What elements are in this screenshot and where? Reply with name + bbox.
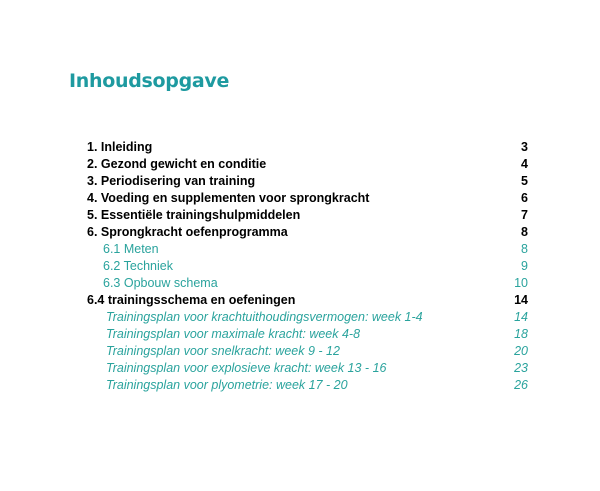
toc-entry[interactable] xyxy=(87,207,528,224)
toc-plan-entry-label: Trainingsplan voor explosieve kracht: week 13 - 16 xyxy=(106,361,387,375)
page-title: Inhoudsopgave xyxy=(69,70,230,92)
toc-entry-page-number: 3 xyxy=(521,140,528,154)
table-of-contents xyxy=(87,139,528,394)
toc-entry-page-number: 14 xyxy=(514,293,528,307)
toc-subentry-label: 6.2 Techniek xyxy=(103,259,173,273)
toc-entry-label: 6. Sprongkracht oefenprogramma xyxy=(87,225,288,239)
toc-entry-page-number: 8 xyxy=(521,225,528,239)
toc-plan-entry[interactable] xyxy=(87,309,528,326)
toc-plan-entry-page-number: 18 xyxy=(514,327,528,341)
toc-entry[interactable] xyxy=(87,224,528,241)
toc-entry-label: 2. Gezond gewicht en conditie xyxy=(87,157,267,171)
toc-subentry[interactable] xyxy=(87,241,528,258)
toc-entry[interactable] xyxy=(87,139,528,156)
toc-plan-entry-page-number: 23 xyxy=(514,361,528,375)
toc-plan-entry-label: Trainingsplan voor krachtuithoudingsvermogen: week 1-4 xyxy=(106,310,423,324)
toc-entry-page-number: 7 xyxy=(521,208,528,222)
toc-plan-entry-page-number: 20 xyxy=(514,344,528,358)
toc-plan-entry-label: Trainingsplan voor snelkracht: week 9 - 12 xyxy=(106,344,340,358)
toc-plan-entry-page-number: 26 xyxy=(514,378,528,392)
toc-entry[interactable] xyxy=(87,156,528,173)
toc-entry-label: 1. Inleiding xyxy=(87,140,153,154)
toc-plan-entry[interactable] xyxy=(87,343,528,360)
toc-entry[interactable] xyxy=(87,190,528,207)
toc-plan-entry-label: Trainingsplan voor plyometrie: week 17 - 20 xyxy=(106,378,348,392)
toc-entry-label: 5. Essentiële trainingshulpmiddelen xyxy=(87,208,301,222)
toc-subentry-page-number: 8 xyxy=(521,242,528,256)
toc-subentry-label: 6.1 Meten xyxy=(103,242,159,256)
toc-entry-label: 3. Periodisering van training xyxy=(87,174,256,188)
toc-subentry[interactable] xyxy=(87,258,528,275)
toc-entry-page-number: 5 xyxy=(521,174,528,188)
toc-entry-label: 6.4 trainingsschema en oefeningen xyxy=(87,293,296,307)
toc-entry[interactable] xyxy=(87,173,528,190)
toc-subentry[interactable] xyxy=(87,275,528,292)
toc-plan-entry-page-number: 14 xyxy=(514,310,528,324)
toc-subentry-page-number: 10 xyxy=(514,276,528,290)
toc-plan-entry[interactable] xyxy=(87,377,528,394)
toc-entry-page-number: 6 xyxy=(521,191,528,205)
toc-subentry-label: 6.3 Opbouw schema xyxy=(103,276,218,290)
toc-plan-entry[interactable] xyxy=(87,360,528,377)
toc-entry-page-number: 4 xyxy=(521,157,528,171)
toc-entry-label: 4. Voeding en supplementen voor sprongkracht xyxy=(87,191,370,205)
toc-entry[interactable] xyxy=(87,292,528,309)
toc-plan-entry-label: Trainingsplan voor maximale kracht: week 4-8 xyxy=(106,327,361,341)
toc-subentry-page-number: 9 xyxy=(521,259,528,273)
toc-plan-entry[interactable] xyxy=(87,326,528,343)
